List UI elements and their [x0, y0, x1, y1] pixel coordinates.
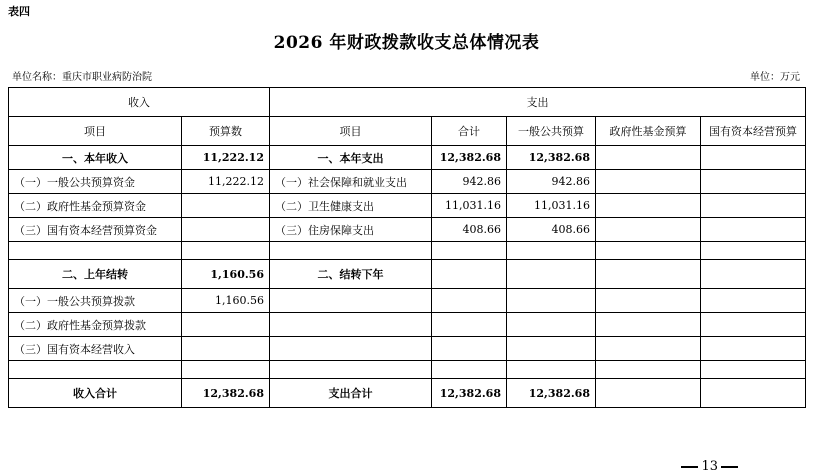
income-item: （二）政府性基金预算资金 — [9, 194, 182, 218]
expense-gov-fund — [596, 170, 701, 194]
column-header-row — [9, 117, 806, 146]
expense-gov-fund — [596, 337, 701, 361]
table-row — [9, 218, 806, 242]
expense-total: 11,031.16 — [432, 194, 507, 218]
col-total: 合计 — [432, 117, 507, 146]
expense-total: 408.66 — [432, 218, 507, 242]
expense-general — [507, 337, 596, 361]
expense-total: 12,382.68 — [432, 146, 507, 170]
expense-item — [270, 337, 432, 361]
table-row — [9, 170, 806, 194]
income-amount — [182, 313, 270, 337]
expense-state-capital — [701, 260, 806, 289]
expense-total — [432, 260, 507, 289]
income-total-label: 收入合计 — [9, 379, 182, 408]
expense-general: 12,382.68 — [507, 146, 596, 170]
expense-gov-fund — [596, 361, 701, 379]
dash-right — [721, 466, 738, 468]
table-row — [9, 242, 806, 260]
expense-general — [507, 313, 596, 337]
income-group-header: 收入 — [9, 88, 270, 117]
expense-general — [507, 289, 596, 313]
income-amount: 11,222.12 — [182, 146, 270, 170]
expense-total — [432, 242, 507, 260]
income-item: 一、本年收入 — [9, 146, 182, 170]
col-general-budget: 一般公共预算 — [507, 117, 596, 146]
table-row — [9, 289, 806, 313]
expense-state-capital — [701, 289, 806, 313]
expense-group-header: 支出 — [270, 88, 806, 117]
group-header-row — [9, 88, 806, 117]
expense-gov-fund — [596, 218, 701, 242]
expense-item — [270, 361, 432, 379]
expense-general — [507, 260, 596, 289]
income-amount — [182, 242, 270, 260]
income-amount — [182, 194, 270, 218]
table-row — [9, 194, 806, 218]
income-item: 二、上年结转 — [9, 260, 182, 289]
expense-state-capital — [701, 242, 806, 260]
expense-item: 一、本年支出 — [270, 146, 432, 170]
table-row — [9, 361, 806, 379]
expense-state-capital — [701, 361, 806, 379]
expense-state-capital — [701, 337, 806, 361]
expense-state-capital — [701, 313, 806, 337]
income-amount: 1,160.56 — [182, 260, 270, 289]
expense-total-general: 12,382.68 — [507, 379, 596, 408]
expense-total-state-capital — [701, 379, 806, 408]
expense-state-capital — [701, 146, 806, 170]
expense-item: （二）卫生健康支出 — [270, 194, 432, 218]
page-number — [678, 459, 741, 474]
income-amount — [182, 337, 270, 361]
expense-total-label: 支出合计 — [270, 379, 432, 408]
income-item — [9, 242, 182, 260]
expense-total: 942.86 — [432, 170, 507, 194]
income-item: （一）一般公共预算资金 — [9, 170, 182, 194]
table-number-label: 表四 — [8, 5, 30, 18]
expense-general — [507, 361, 596, 379]
expense-state-capital — [701, 170, 806, 194]
col-expense-item: 项目 — [270, 117, 432, 146]
col-income-item: 项目 — [9, 117, 182, 146]
income-amount: 1,160.56 — [182, 289, 270, 313]
expense-general — [507, 242, 596, 260]
income-amount — [182, 218, 270, 242]
col-state-capital-budget: 国有资本经营预算 — [701, 117, 806, 146]
table-row — [9, 146, 806, 170]
totals-row — [9, 379, 806, 408]
income-total-amount: 12,382.68 — [182, 379, 270, 408]
budget-table — [8, 87, 806, 408]
expense-total — [432, 361, 507, 379]
expense-gov-fund — [596, 289, 701, 313]
expense-item: （一）社会保障和就业支出 — [270, 170, 432, 194]
expense-general: 942.86 — [507, 170, 596, 194]
expense-item: 二、结转下年 — [270, 260, 432, 289]
income-amount: 11,222.12 — [182, 170, 270, 194]
income-item: （三）国有资本经营预算资金 — [9, 218, 182, 242]
expense-gov-fund — [596, 194, 701, 218]
page-number-value: 13 — [701, 459, 718, 474]
expense-total — [432, 313, 507, 337]
expense-total-sum: 12,382.68 — [432, 379, 507, 408]
dash-left — [681, 466, 698, 468]
unit-name: 单位名称：重庆市职业病防治院 — [12, 72, 152, 83]
expense-gov-fund — [596, 146, 701, 170]
expense-general: 11,031.16 — [507, 194, 596, 218]
table-row — [9, 260, 806, 289]
col-gov-fund-budget: 政府性基金预算 — [596, 117, 701, 146]
expense-state-capital — [701, 218, 806, 242]
page-title: 2026 年财政拨款收支总体情况表 — [273, 33, 540, 53]
expense-gov-fund — [596, 242, 701, 260]
income-item — [9, 361, 182, 379]
expense-item — [270, 242, 432, 260]
expense-gov-fund — [596, 313, 701, 337]
col-income-budget: 预算数 — [182, 117, 270, 146]
expense-total — [432, 337, 507, 361]
expense-total-gov-fund — [596, 379, 701, 408]
amount-unit: 单位：万元 — [750, 72, 800, 83]
expense-general: 408.66 — [507, 218, 596, 242]
expense-state-capital — [701, 194, 806, 218]
expense-item — [270, 313, 432, 337]
expense-item: （三）住房保障支出 — [270, 218, 432, 242]
income-item: （二）政府性基金预算拨款 — [9, 313, 182, 337]
income-item: （一）一般公共预算拨款 — [9, 289, 182, 313]
expense-gov-fund — [596, 260, 701, 289]
income-amount — [182, 361, 270, 379]
income-item: （三）国有资本经营收入 — [9, 337, 182, 361]
expense-total — [432, 289, 507, 313]
table-row — [9, 313, 806, 337]
expense-item — [270, 289, 432, 313]
table-row — [9, 337, 806, 361]
